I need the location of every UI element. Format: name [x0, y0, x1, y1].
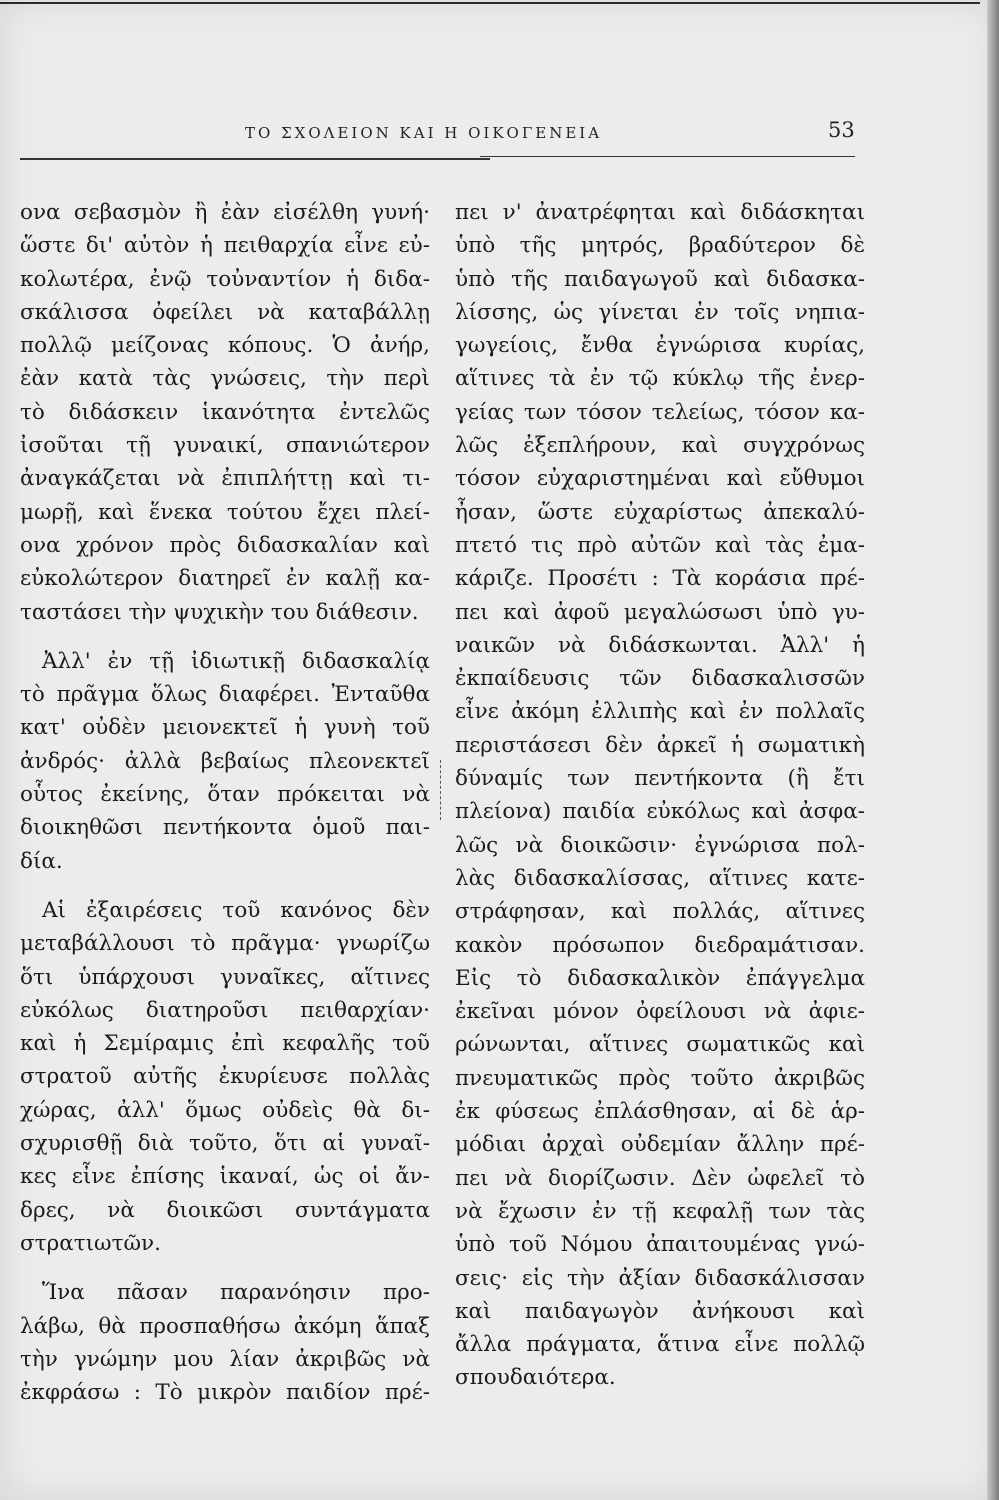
text-line: στράφησαν, καὶ πολλάς, αἵτινες	[455, 899, 865, 925]
text-line: πει ν' ἀνατρέφηται καὶ διδάσκηται	[455, 200, 865, 225]
text-line: εἶνε ἀκόμη ἐλλιπὴς καὶ ἐν πολλαῖς	[455, 699, 865, 725]
text-line: Ἵνα πᾶσαν παρανόησιν προ-	[42, 1280, 430, 1306]
text-line: ἄλλα πράγματα, ἅτινα εἶνε πολλῷ	[455, 1332, 865, 1358]
text-line: σχυρισθῇ διὰ τοῦτο, ὅτι αἱ γυναῖ-	[20, 1131, 430, 1157]
page-edge-shadow	[987, 0, 999, 1500]
text-line: λῶς ἐξεπλήρουν, καὶ συγχρόνως	[455, 433, 865, 459]
text-line: ἦσαν, ὥστε εὐχαρίστως ἀπεκαλύ-	[455, 499, 865, 525]
text-line: διοικηθῶσι πεντήκοντα ὁμοῦ παι-	[20, 815, 430, 841]
text-line: δρες, νὰ διοικῶσι συντάγματα	[20, 1197, 430, 1223]
text-line: λὰς διδασκαλίσσας, αἵτινες κατε-	[455, 865, 865, 891]
text-line: ἐκεῖναι μόνον ὀφείλουσι νὰ ἀφιε-	[455, 999, 865, 1025]
text-line: πει καὶ ἀφοῦ μεγαλώσωσι ὑπὸ γυ-	[455, 599, 865, 625]
page-number: 53	[828, 118, 855, 142]
text-line: γείας των τόσον τελείως, τόσον κα-	[455, 399, 865, 425]
text-line: ἐκφράσω : Τὸ μικρὸν παιδίον πρέ-	[20, 1380, 430, 1406]
text-line: τὸ πρᾶγμα ὅλως διαφέρει. Ἐνταῦθα	[20, 682, 430, 708]
text-line: ἀνδρός· ἀλλὰ βεβαίως πλεονεκτεῖ	[20, 748, 430, 774]
text-line: εὐκόλως διατηροῦσι πειθαρχίαν·	[20, 997, 430, 1023]
text-line: εὐκολώτερον διατηρεῖ ἐν καλῇ κα-	[20, 566, 430, 592]
text-line: ἐὰν κατὰ τὰς γνώσεις, τὴν περὶ	[20, 366, 430, 392]
header-rule-left	[20, 158, 490, 160]
text-line: ὑπὸ τοῦ Νόμου ἀπαιτουμένας γνώ-	[455, 1232, 865, 1258]
text-line: κες εἶνε ἐπίσης ἱκαναί, ὡς οἱ ἄν-	[20, 1164, 430, 1190]
left-text-column	[20, 196, 430, 1409]
text-line: περιστάσεσι δὲν ἀρκεῖ ἡ σωματικὴ	[455, 732, 865, 758]
text-line: στρατιωτῶν.	[20, 1230, 161, 1256]
text-line: καὶ ἡ Σεμίραμις ἐπὶ κεφαλῆς τοῦ	[20, 1031, 430, 1057]
text-line: τόσον εὐχαριστημέναι καὶ εὔθυμοι	[455, 466, 865, 492]
text-line: νὰ ἔχωσιν ἐν τῇ κεφαλῇ των τὰς	[455, 1198, 865, 1224]
text-line: ρώνωνται, αἵτινες σωματικῶς καὶ	[455, 1032, 865, 1058]
text-line: τὴν γνώμην μου λίαν ἀκριβῶς νὰ	[20, 1346, 430, 1372]
text-line: λῶς νὰ διοικῶσιν· ἐγνώρισα πολ-	[455, 832, 865, 858]
paragraph-gap	[20, 878, 430, 894]
text-line: χώρας, ἀλλ' ὅμως οὐδεὶς θὰ δι-	[20, 1097, 430, 1123]
text-line: πει νὰ διορίζωσιν. Δὲν ὠφελεῖ τὸ	[455, 1165, 865, 1191]
text-line: ονα σεβασμὸν ἢ ἐὰν εἰσέλθη γυνή·	[20, 200, 430, 225]
text-line: καὶ παιδαγωγὸν ἀνήκουσι καὶ	[455, 1298, 865, 1324]
text-line: σπουδαιότερα.	[455, 1365, 616, 1391]
text-line: ονα χρόνον πρὸς διδασκαλίαν καὶ	[20, 532, 430, 558]
text-line: μόδιαι ἀρχαὶ οὐδεμίαν ἄλλην πρέ-	[455, 1132, 865, 1158]
text-line: Ἀλλ' ἐν τῇ ἰδιωτικῇ διδασκαλίᾳ	[42, 648, 430, 674]
header-rule-right	[480, 156, 855, 157]
text-line: ναικῶν νὰ διδάσκωνται. Ἀλλ' ἡ	[455, 632, 865, 658]
text-line: ἐκ φύσεως ἐπλάσθησαν, αἱ δὲ ἁρ-	[455, 1099, 865, 1125]
text-line: ὅτι ὑπάρχουσι γυναῖκες, αἵτινες	[20, 964, 430, 990]
paragraph-gap	[20, 1260, 430, 1276]
right-text-column	[455, 196, 865, 1395]
page-header	[20, 118, 855, 154]
text-line: Εἰς τὸ διδασκαλικὸν ἐπάγγελμα	[455, 965, 865, 991]
text-line: ὥστε δι' αὐτὸν ἡ πειθαρχία εἶνε εὐ-	[20, 233, 430, 259]
text-line: στρατοῦ αὐτῆς ἐκυρίευσε πολλὰς	[20, 1064, 430, 1090]
text-line: δία.	[20, 848, 63, 874]
text-line: ἐκπαίδευσις τῶν διδασκαλισσῶν	[455, 666, 865, 692]
text-line: κακὸν πρόσωπον διεδραμάτισαν.	[455, 932, 865, 958]
text-line: πλείονα) παιδία εὐκόλως καὶ ἀσφα-	[455, 799, 865, 825]
text-line: πτετό τις πρὸ αὐτῶν καὶ τὰς ἐμα-	[455, 532, 865, 558]
text-line: κάριζε. Προσέτι : Τὰ κοράσια πρέ-	[455, 566, 865, 592]
text-line: ὑπὸ τῆς παιδαγωγοῦ καὶ διδασκα-	[455, 266, 865, 292]
text-line: μωρῇ, καὶ ἕνεκα τούτου ἔχει πλεί-	[20, 499, 430, 525]
text-line: ταστάσει τὴν ψυχικὴν του διάθεσιν.	[20, 599, 419, 625]
text-line: Αἱ ἐξαιρέσεις τοῦ κανόνος δὲν	[42, 897, 430, 923]
paragraph-gap	[20, 629, 430, 645]
text-line: αἵτινες τὰ ἐν τῷ κύκλῳ τῆς ἐνερ-	[455, 366, 865, 392]
text-line: κατ' οὐδὲν μειονεκτεῖ ἡ γυνὴ τοῦ	[20, 715, 430, 741]
column-divider-mark	[440, 760, 442, 820]
top-edge-line	[0, 2, 980, 4]
text-line: σεις· εἰς τὴν ἀξίαν διδασκάλισσαν	[455, 1265, 865, 1291]
text-line: κολωτέρα, ἐνῷ τοὐναντίον ἡ διδα-	[20, 266, 430, 292]
text-line: πολλῷ μείζονας κόπους. Ὁ ἀνήρ,	[20, 333, 430, 359]
text-line: ἰσοῦται τῇ γυναικί, σπανιώτερον	[20, 433, 430, 459]
text-line: τὸ διδάσκειν ἱκανότητα ἐντελῶς	[20, 399, 430, 425]
text-line: ὑπὸ τῆς μητρός, βραδύτερον δὲ	[455, 233, 865, 259]
text-line: πνευματικῶς πρὸς τοῦτο ἀκριβῶς	[455, 1065, 865, 1091]
text-line: λάβω, θὰ προσπαθήσω ἀκόμη ἅπαξ	[20, 1313, 430, 1339]
text-line: λίσσης, ὡς γίνεται ἐν τοῖς νηπια-	[455, 299, 865, 325]
text-line: σκάλισσα ὀφείλει νὰ καταβάλλῃ	[20, 299, 430, 325]
text-line: ἀναγκάζεται νὰ ἐπιπλήττῃ καὶ τι-	[20, 466, 430, 492]
text-line: δύναμίς των πεντήκοντα (ἢ ἔτι	[455, 766, 865, 792]
running-title: ΤΟ ΣΧΟΛΕΙΟΝ ΚΑΙ Η ΟΙΚΟΓΕΝΕΙΑ	[245, 124, 603, 142]
text-line: οὗτος ἐκείνης, ὅταν πρόκειται νὰ	[20, 782, 430, 808]
text-line: μεταβάλλουσι τὸ πρᾶγμα· γνωρίζω	[20, 931, 430, 957]
text-line: γωγείοις, ἔνθα ἐγνώρισα κυρίας,	[455, 333, 865, 359]
